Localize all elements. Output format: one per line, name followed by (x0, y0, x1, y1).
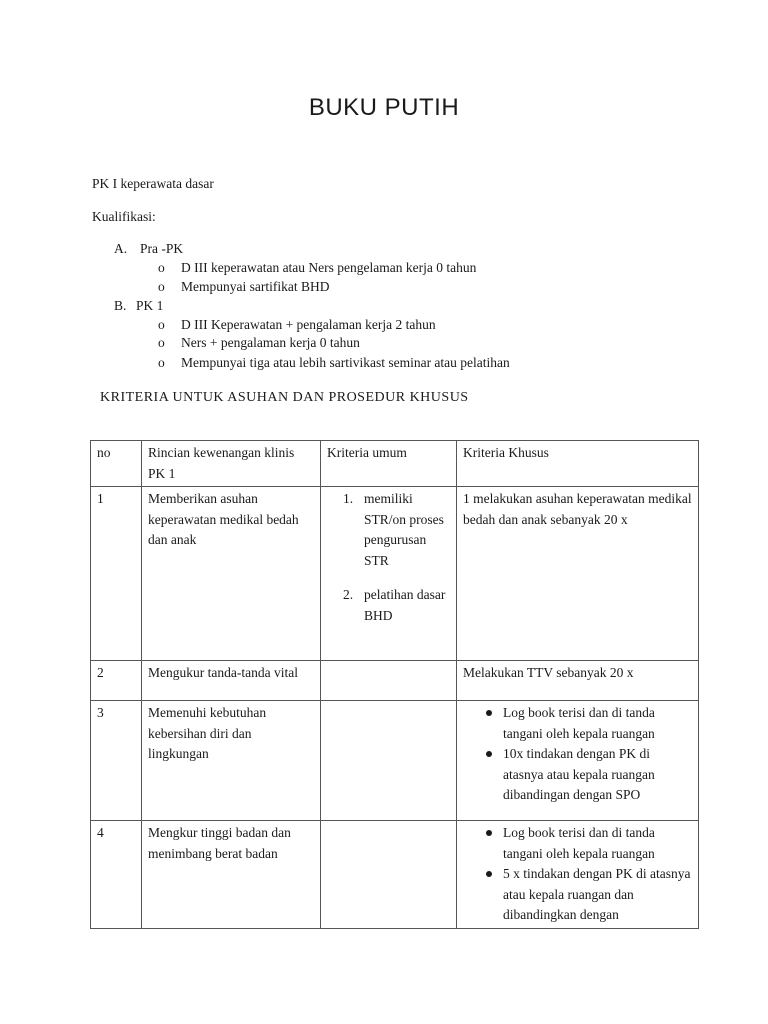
section-a-item: D III keperawatan atau Ners pengelaman kerja 0 tahun (181, 260, 477, 275)
row-no: 1 (91, 487, 142, 661)
row-rincian: Memenuhi kebutuhan kebersihan diri dan lingkungan (142, 701, 321, 821)
table-row (91, 487, 699, 661)
section-a-marker: A. (114, 241, 128, 256)
bullet-dot (486, 751, 492, 757)
table-row (91, 661, 699, 701)
row-no: 2 (91, 661, 142, 701)
bullet-item (457, 744, 692, 806)
sub-bullet: o (158, 355, 165, 370)
section-b-item: D III Keperawatan + pengalaman kerja 2 tahun (181, 317, 436, 332)
header-kriteria-khusus: Kriteria Khusus (457, 441, 699, 487)
bullet-text: Log book terisi dan di tanda tangani oleh kepala ruangan (503, 825, 655, 861)
section-b-marker: B. (114, 298, 127, 313)
row-rincian: Mengkur tinggi badan dan menimbang berat badan (142, 821, 321, 929)
section-b-label: PK 1 (136, 298, 164, 313)
criteria-table (90, 440, 699, 929)
item-text: memiliki STR/on proses pengurusan STR (364, 491, 444, 568)
item-number: 2. (343, 587, 354, 602)
row-kriteria-umum (321, 701, 457, 821)
row-no: 4 (91, 821, 142, 929)
table-row (91, 821, 699, 929)
header-rincian: Rincian kewenangan klinis PK 1 (142, 441, 321, 487)
numbered-item (321, 585, 450, 626)
bullet-item (457, 703, 692, 744)
header-kriteria-umum: Kriteria umum (321, 441, 457, 487)
sub-bullet: o (158, 335, 165, 350)
bullet-dot (486, 710, 492, 716)
section-a-item: Mempunyai sartifikat BHD (181, 279, 330, 294)
section-b-item: Ners + pengalaman kerja 0 tahun (181, 335, 360, 350)
qualification-label: Kualifikasi: (92, 209, 156, 224)
section-b-item: Mempunyai tiga atau lebih sartivikast seminar atau pelatihan (181, 355, 510, 370)
bullet-text: 5 x tindakan dengan PK di atasnya atau kepala ruangan dan dibandingkan dengan (503, 866, 691, 922)
table-row (91, 701, 699, 821)
sub-bullet: o (158, 317, 165, 332)
header-no: no (91, 441, 142, 487)
bullet-dot (486, 871, 492, 877)
bullet-item (457, 864, 692, 926)
bullet-text: 10x tindakan dengan PK di atasnya atau kepala ruangan dibandingan dengan SPO (503, 746, 655, 802)
row-rincian: Mengukur tanda-tanda vital (142, 661, 321, 701)
item-number: 1. (343, 491, 354, 506)
row-no: 3 (91, 701, 142, 821)
numbered-item (321, 489, 450, 571)
pk-line: PK I keperawata dasar (92, 176, 214, 191)
table-header-row (91, 441, 699, 487)
row-kriteria-khusus (457, 701, 699, 821)
row-kriteria-umum (321, 821, 457, 929)
item-text: pelatihan dasar BHD (364, 587, 446, 623)
sub-bullet: o (158, 260, 165, 275)
row-kriteria-khusus: Melakukan TTV sebanyak 20 x (457, 661, 699, 701)
bullet-dot (486, 830, 492, 836)
bullet-item (457, 823, 692, 864)
row-rincian: Memberikan asuhan keperawatan medikal bedah dan anak (142, 487, 321, 661)
row-kriteria-khusus (457, 821, 699, 929)
section-a-label: Pra -PK (140, 241, 184, 256)
row-kriteria-umum (321, 487, 457, 661)
criteria-title: KRITERIA UNTUK ASUHAN DAN PROSEDUR KHUSUS (100, 390, 469, 405)
sub-bullet: o (158, 279, 165, 294)
document-title: BUKU PUTIH (308, 94, 460, 121)
row-kriteria-khusus: 1 melakukan asuhan keperawatan medikal bedah dan anak sebanyak 20 x (457, 487, 699, 661)
row-kriteria-umum (321, 661, 457, 701)
bullet-text: Log book terisi dan di tanda tangani oleh kepala ruangan (503, 705, 655, 741)
